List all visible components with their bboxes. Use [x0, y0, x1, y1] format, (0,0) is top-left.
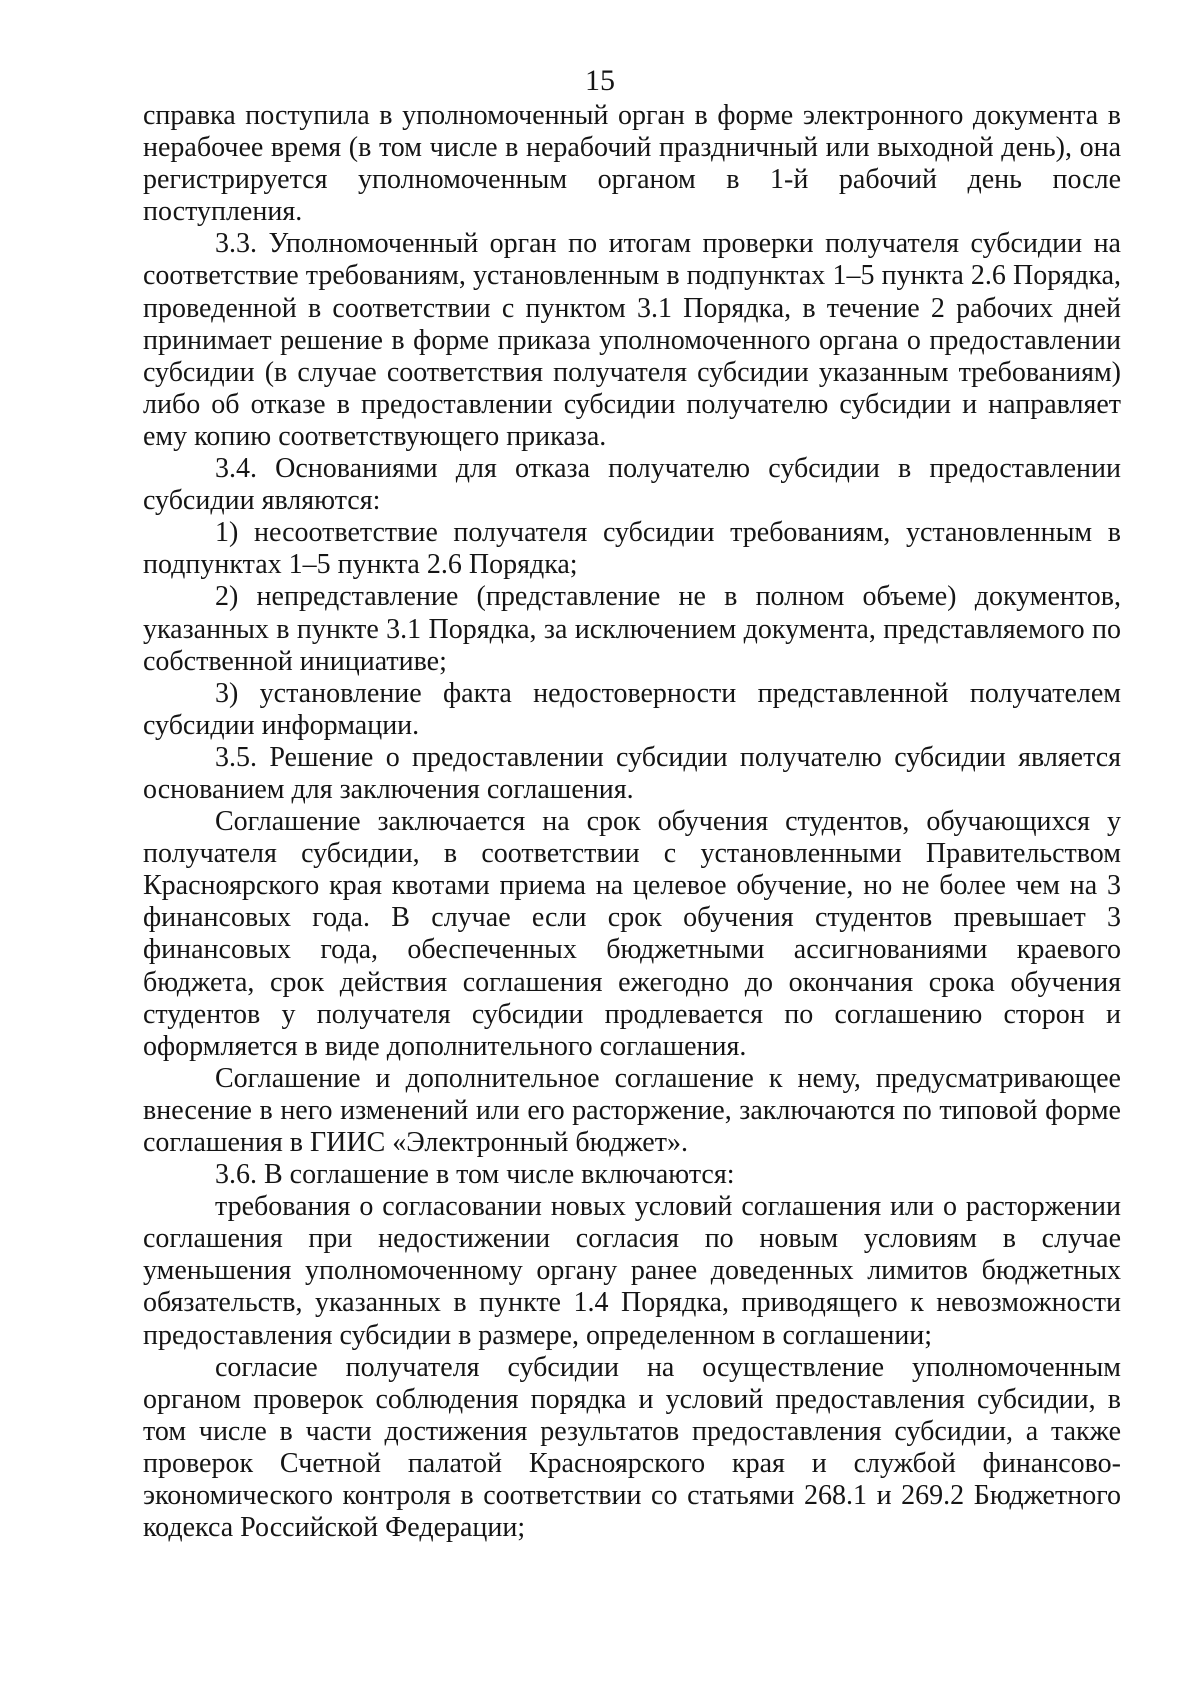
- paragraph-agreement-term: Соглашение заключается на срок обучения студентов, обучающихся у получателя субсидии, в соответствии с установленными Правительством Красноярского края квотами приема на целевое обучение, но не более чем на 3 финансовых года. В случае если срок обучения студентов превышает 3 финансовых года, обеспеченных бюджетными ассигнованиями краевого бюджета, срок действия соглашения ежегодно до окончания срока обучения студентов у получателя субсидии продлевается по соглашению сторон и оформляется в виде дополнительного соглашения.: [143, 806, 1121, 1062]
- paragraph-consent: согласие получателя субсидии на осуществление уполномоченным органом проверок соблюдения порядка и условий предоставления субсидии, в том числе в части достижения результатов предоставления субсидии, а также проверок Счетной палатой Красноярского края и службой финансово-экономического контроля в соответствии со статьями 268.1 и 269.2 Бюджетного кодекса Российской Федерации;: [143, 1351, 1121, 1544]
- paragraph-3-4: 3.4. Основаниями для отказа получателю субсидии в предоставлении субсидии являются:: [143, 453, 1121, 517]
- list-item-2: 2) непредставление (представление не в полном объеме) документов, указанных в пункте 3.1 Порядка, за исключением документа, представляемого по собственной инициативе;: [143, 581, 1121, 677]
- list-item-3: 3) установление факта недостоверности представленной получателем субсидии информации.: [143, 677, 1121, 741]
- page-number: 15: [585, 64, 615, 97]
- paragraph-requirements: требования о согласовании новых условий соглашения или о расторжении соглашения при недостижении согласия по новым условиям в случае уменьшения уполномоченному органу ранее доведенных лимитов бюджетных обязательств, указанных в пункте 1.4 Порядка, приводящего к невозможности предоставления субсидии в размере, определенном в соглашении;: [143, 1191, 1121, 1351]
- paragraph-registration: справка поступила в уполномоченный орган в форме электронного документа в нерабочее время (в том числе в нерабочий праздничный или выходной день), она регистрируется уполномоченным органом в 1-й рабочий день после поступления.: [143, 100, 1121, 228]
- paragraph-3-5: 3.5. Решение о предоставлении субсидии получателю субсидии является основанием для заключения соглашения.: [143, 741, 1121, 805]
- paragraph-3-3: 3.3. Уполномоченный орган по итогам проверки получателя субсидии на соответствие требованиям, установленным в подпунктах 1–5 пункта 2.6 Порядка, проведенной в соответствии с пунктом 3.1 Порядка, в течение 2 рабочих дней принимает решение в форме приказа уполномоченного органа о предоставлении субсидии (в случае соответствия получателя субсидии указанным требованиям) либо об отказе в предоставлении субсидии получателю субсидии и направляет ему копию соответствующего приказа.: [143, 228, 1121, 452]
- paragraph-agreement-form: Соглашение и дополнительное соглашение к нему, предусматривающее внесение в него изменений или его расторжение, заключаются по типовой форме соглашения в ГИИС «Электронный бюджет».: [143, 1062, 1121, 1158]
- document-body: [143, 100, 1121, 1544]
- list-item-1: 1) несоответствие получателя субсидии требованиям, установленным в подпунктах 1–5 пункта 2.6 Порядка;: [143, 517, 1121, 581]
- paragraph-3-6: 3.6. В соглашение в том числе включаются:: [215, 1159, 735, 1191]
